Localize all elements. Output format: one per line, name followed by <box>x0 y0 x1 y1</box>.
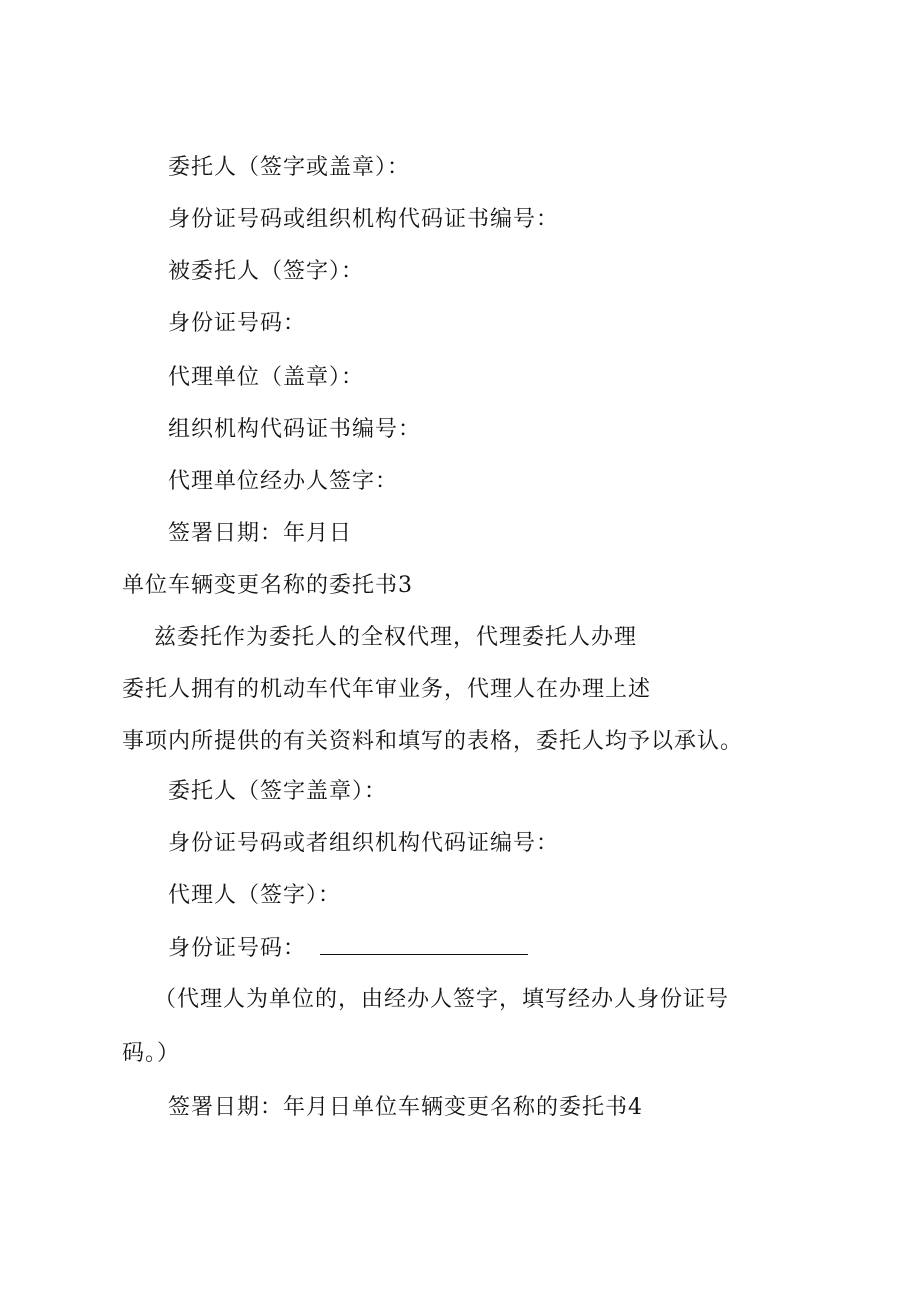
text-line: 签署日期：年月日单位车辆变更名称的委托书4 <box>168 1095 643 1120</box>
text-line: 身份证号码或组织机构代码证书编号： <box>168 207 560 232</box>
text-line: 签署日期：年月日 <box>168 521 353 546</box>
text-line: 委托人（签字盖章）： <box>168 779 388 804</box>
section-heading: 单位车辆变更名称的委托书3 <box>122 573 413 598</box>
text-line: 身份证号码： <box>168 311 307 336</box>
text-line: 被委托人（签字）： <box>168 259 365 284</box>
text-line: （代理人为单位的，由经办人签字，填写经办人身份证号 <box>154 987 730 1012</box>
text-line: 身份证号码或者组织机构代码证编号： <box>168 831 560 856</box>
signature-blank <box>320 934 528 955</box>
text-line: 代理单位经办人签字： <box>168 469 399 494</box>
text-line: 码。） <box>122 1041 181 1066</box>
id-number-line <box>168 934 528 963</box>
text-line: 代理人（签字）： <box>168 883 342 908</box>
text-line: 代理单位（盖章）： <box>168 365 365 390</box>
text-line: 组织机构代码证书编号： <box>168 417 422 442</box>
text-line: 事项内所提供的有关资料和填写的表格，委托人均予以承认。 <box>122 729 744 754</box>
text-line: 委托人拥有的机动车代年审业务，代理人在办理上述 <box>122 677 652 702</box>
text-line: 兹委托作为委托人的全权代理，代理委托人办理 <box>154 625 638 650</box>
id-number-label: 身份证号码： <box>168 936 307 961</box>
text-line: 委托人（签字或盖章）： <box>168 155 411 180</box>
